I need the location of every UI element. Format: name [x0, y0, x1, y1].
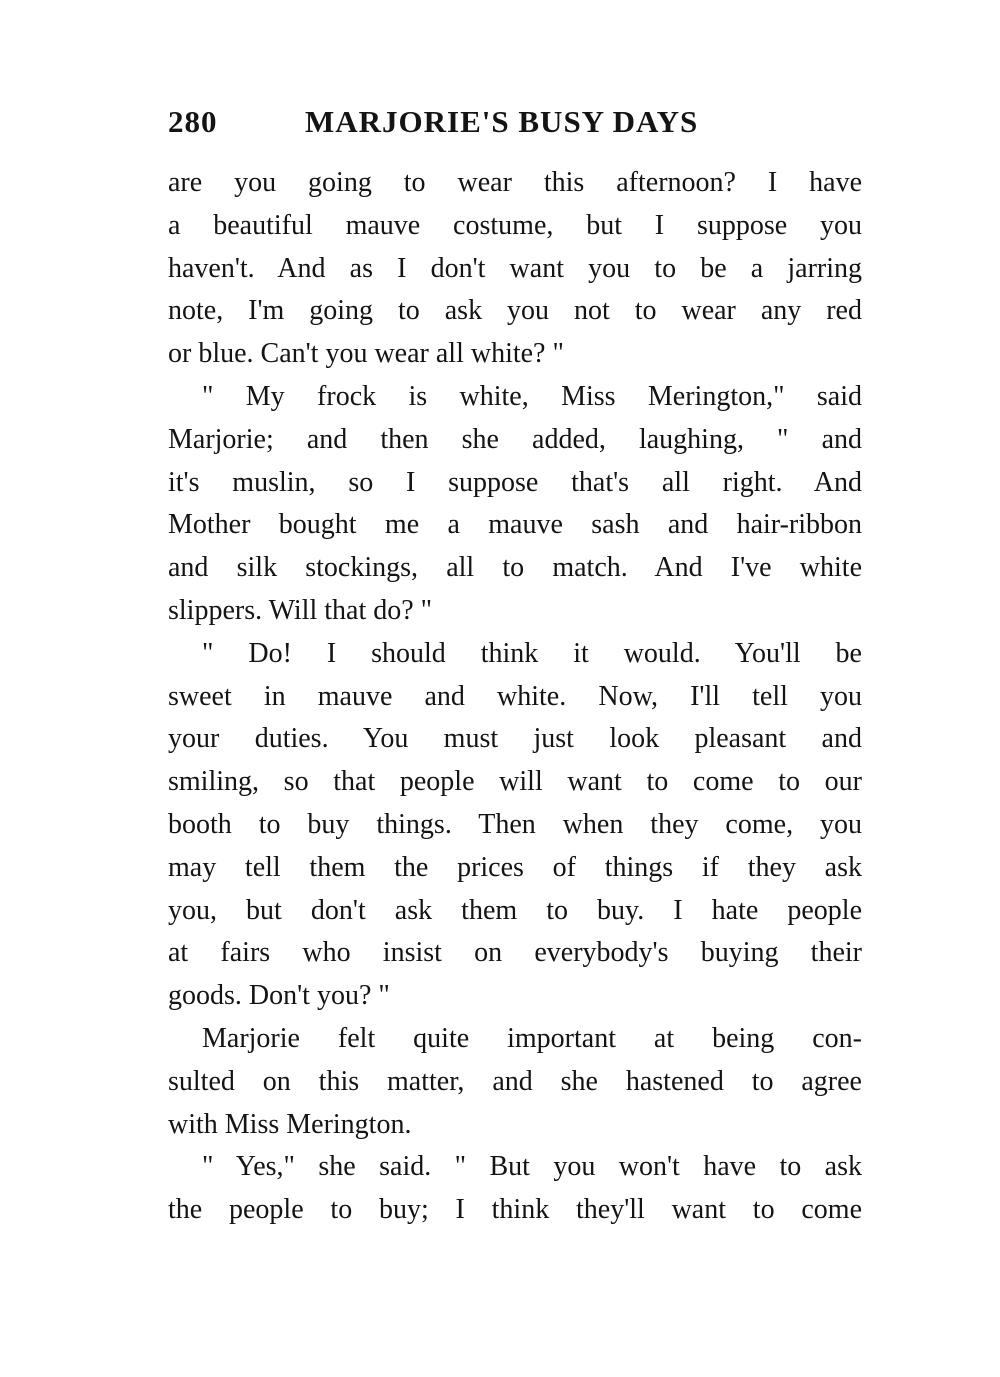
text-line: " My frock is white, Miss Merington," said: [202, 380, 862, 412]
text-line: and silk stockings, all to match. And I've white: [168, 552, 862, 584]
text-line: your duties. You must just look pleasant and: [168, 723, 862, 755]
text-line: are you going to wear this afternoon? I have: [168, 167, 862, 198]
text-line: Mother bought me a mauve sash and hair-ribbon: [168, 509, 862, 541]
page-number: 280: [168, 104, 218, 139]
text-line: booth to buy things. Then when they come, you: [168, 808, 862, 840]
text-line: sweet in mauve and white. Now, I'll tell you: [168, 680, 862, 712]
text-line: at fairs who insist on everybody's buying their: [168, 937, 862, 969]
text-line: Marjorie felt quite important at being con-: [202, 1022, 862, 1054]
text-line: slippers. Will that do? ": [168, 594, 433, 626]
text-line: or blue. Can't you wear all white? ": [168, 338, 564, 370]
running-head: [168, 100, 868, 144]
text-line: " Yes," she said. " But you won't have to ask: [202, 1151, 862, 1183]
text-line: haven't. And as I don't want you to be a jarring: [168, 252, 862, 284]
text-line: you, but don't ask them to buy. I hate people: [168, 894, 862, 926]
text-line: smiling, so that people will want to come to our: [168, 766, 862, 798]
text-line: sulted on this matter, and she hastened to agree: [168, 1065, 862, 1097]
text-line: note, I'm going to ask you not to wear any red: [168, 295, 862, 327]
text-line: a beautiful mauve costume, but I suppose you: [168, 209, 862, 241]
text-line: the people to buy; I think they'll want to come: [168, 1194, 862, 1226]
text-line: Marjorie; and then she added, laughing, " and: [168, 423, 862, 455]
text-line: with Miss Merington.: [168, 1108, 412, 1140]
text-line: " Do! I should think it would. You'll be: [202, 637, 862, 669]
text-line: may tell them the prices of things if they ask: [168, 851, 862, 883]
body-text: [168, 162, 862, 1232]
page-title: MARJORIE'S BUSY DAYS: [305, 104, 699, 139]
text-line: it's muslin, so I suppose that's all right. And: [168, 466, 862, 498]
text-line: goods. Don't you? ": [168, 980, 390, 1012]
